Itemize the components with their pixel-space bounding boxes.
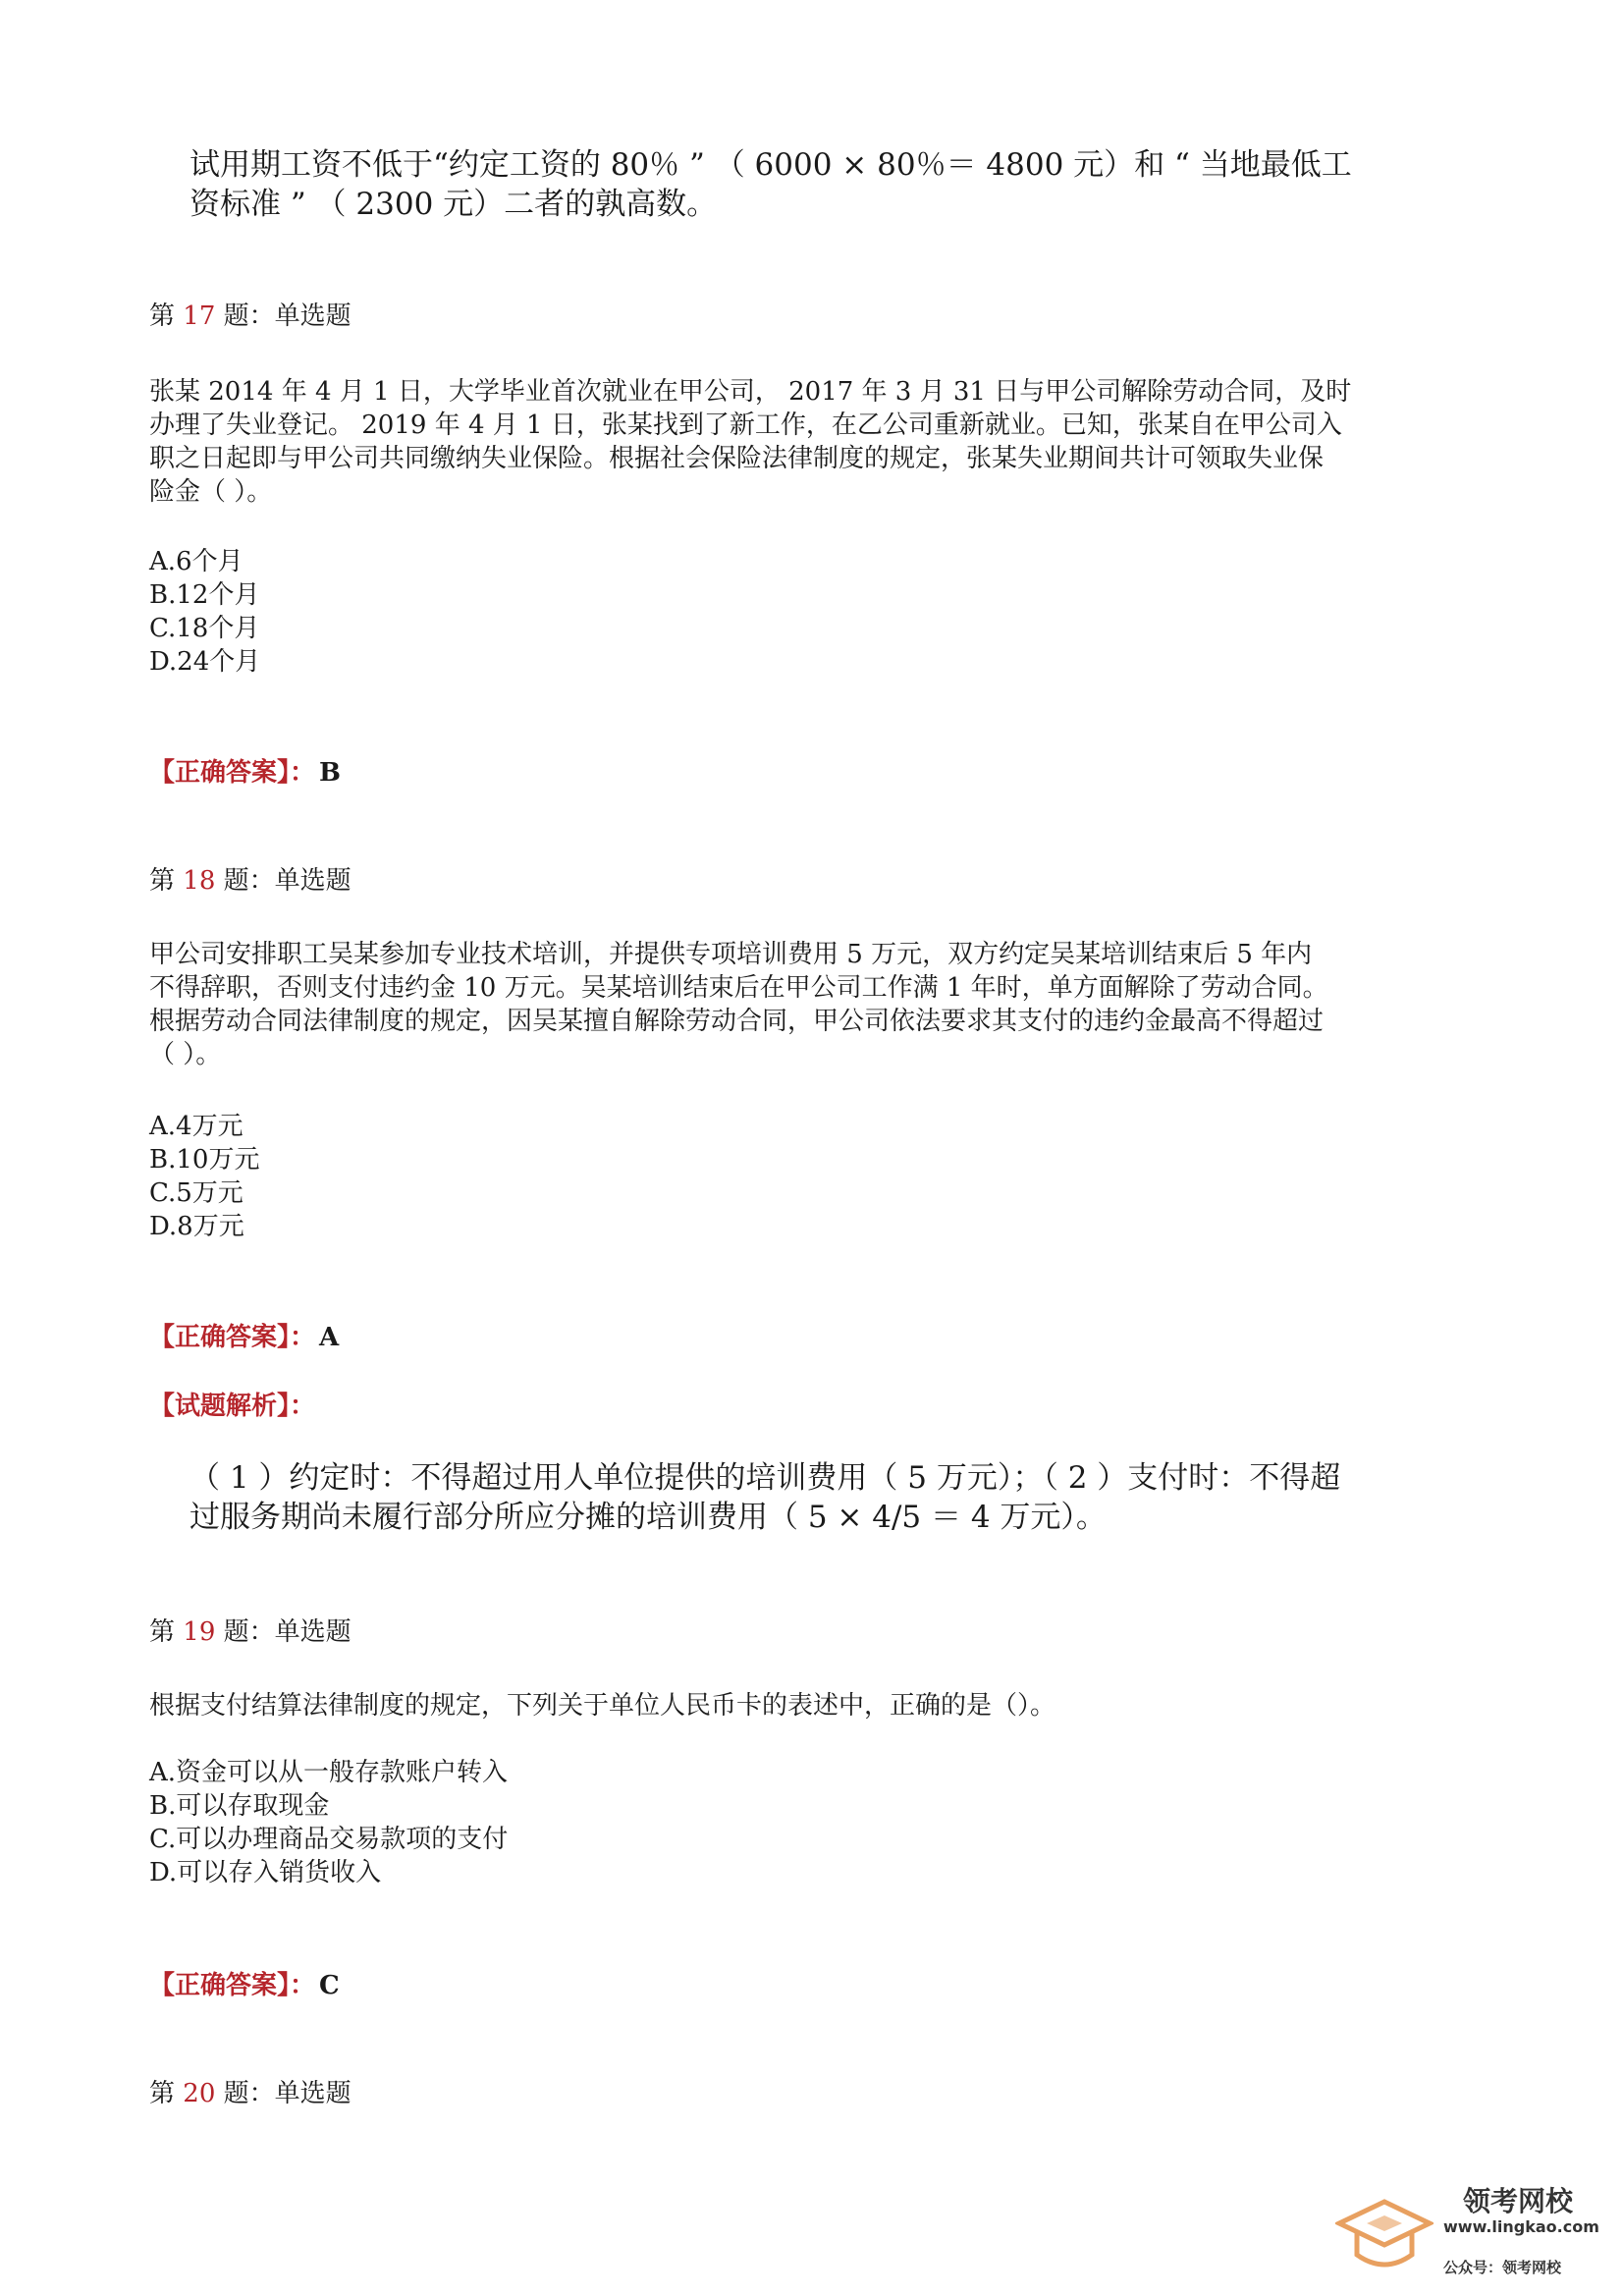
- stem-line: （ ）。: [149, 1040, 222, 1069]
- answer-label: 【正确答案】：: [149, 1971, 316, 2000]
- option-c: C.18个月: [149, 614, 260, 643]
- answer-value: C: [319, 1971, 340, 2000]
- question-18-header: [149, 864, 352, 898]
- question-prefix: 第: [149, 301, 176, 331]
- analysis-label: 【试题解析】：: [149, 1392, 316, 1421]
- intro-line-2: 资标准 ” （ 2300 元）二者的孰高数。: [189, 187, 718, 222]
- question-17-stem: [149, 375, 1475, 509]
- option-b: B.10万元: [149, 1145, 260, 1175]
- stem-line: 根据支付结算法律制度的规定，下列关于单位人民币卡的表述中，正确的是（）。: [149, 1691, 1056, 1721]
- answer-value: B: [319, 758, 341, 788]
- intro-explanation: [189, 145, 1495, 224]
- question-19-stem: [149, 1689, 1475, 1722]
- question-18-stem: [149, 938, 1475, 1071]
- question-18-answer: [149, 1321, 339, 1354]
- question-prefix: 第: [149, 866, 176, 896]
- option-c: C.5万元: [149, 1178, 243, 1208]
- question-17-options: [149, 545, 260, 679]
- answer-value: A: [319, 1323, 340, 1352]
- question-prefix: 第: [149, 1617, 176, 1647]
- question-18-analysis: [189, 1458, 1495, 1537]
- question-19-answer: [149, 1969, 340, 2002]
- question-17-answer: [149, 756, 341, 790]
- watermark-logo: [1335, 2180, 1599, 2288]
- question-type: 题：单选题: [223, 2079, 352, 2108]
- intro-line-1: 试用期工资不低于“约定工资的 80％ ” （ 6000 × 80％＝ 4800 元）和 “ 当地最低工: [189, 147, 1352, 183]
- watermark-name: 领考网校: [1463, 2185, 1574, 2217]
- analysis-line: 过服务期尚未履行部分所应分摊的培训费用（ 5 × 4/5 ＝ 4 万元）。: [189, 1500, 1107, 1535]
- option-d: D.24个月: [149, 647, 261, 677]
- stem-line: 职之日起即与甲公司共同缴纳失业保险。根据社会保险法律制度的规定，张某失业期间共计可领取失业保: [149, 444, 1325, 473]
- question-20-header: [149, 2077, 352, 2110]
- stem-line: 不得辞职，否则支付违约金 10 万元。吴某培训结束后在甲公司工作满 1 年时，单方面解除了劳动合同。: [149, 973, 1328, 1003]
- question-19-header: [149, 1615, 352, 1649]
- watermark-url: www.lingkao.com: [1443, 2217, 1599, 2236]
- question-type: 题：单选题: [223, 866, 352, 896]
- question-18-options: [149, 1110, 259, 1243]
- answer-label: 【正确答案】：: [149, 758, 316, 788]
- option-d: D.8万元: [149, 1212, 244, 1241]
- question-17-header: [149, 300, 352, 333]
- stem-line: 险金（ ）。: [149, 477, 273, 507]
- graduation-cap-icon: [1335, 2198, 1434, 2276]
- stem-line: 张某 2014 年 4 月 1 日，大学毕业首次就业在甲公司， 2017 年 3 月 31 日与甲公司解除劳动合同，及时: [149, 377, 1352, 407]
- watermark-wechat: 公众号：领考网校: [1443, 2259, 1562, 2276]
- option-a: A.资金可以从一般存款账户转入: [149, 1758, 509, 1787]
- question-type: 题：单选题: [223, 301, 352, 331]
- stem-line: 甲公司安排职工吴某参加专业技术培训，并提供专项培训费用 5 万元，双方约定吴某培训结束后 5 年内: [149, 940, 1313, 969]
- question-number: 17: [183, 301, 216, 331]
- option-a: A.6个月: [149, 547, 243, 576]
- analysis-line: （ 1 ）约定时：不得超过用人单位提供的培训费用（ 5 万元）；（ 2 ）支付时：不得超: [189, 1460, 1341, 1496]
- question-19-options: [149, 1756, 508, 1889]
- stem-line: 办理了失业登记。 2019 年 4 月 1 日，张某找到了新工作，在乙公司重新就业。已知，张某自在甲公司入: [149, 410, 1342, 440]
- question-number: 19: [183, 1617, 216, 1647]
- question-type: 题：单选题: [223, 1617, 352, 1647]
- answer-label: 【正确答案】：: [149, 1323, 316, 1352]
- question-number: 18: [183, 866, 216, 896]
- option-c: C.可以办理商品交易款项的支付: [149, 1825, 509, 1854]
- option-d: D.可以存入销货收入: [149, 1858, 382, 1887]
- option-b: B.可以存取现金: [149, 1791, 330, 1821]
- question-number: 20: [183, 2079, 216, 2108]
- stem-line: 根据劳动合同法律制度的规定，因吴某擅自解除劳动合同，甲公司依法要求其支付的违约金最高不得超过: [149, 1007, 1325, 1036]
- question-18-analysis-label: [149, 1390, 315, 1423]
- option-b: B.12个月: [149, 580, 260, 610]
- option-a: A.4万元: [149, 1112, 243, 1141]
- question-prefix: 第: [149, 2079, 176, 2108]
